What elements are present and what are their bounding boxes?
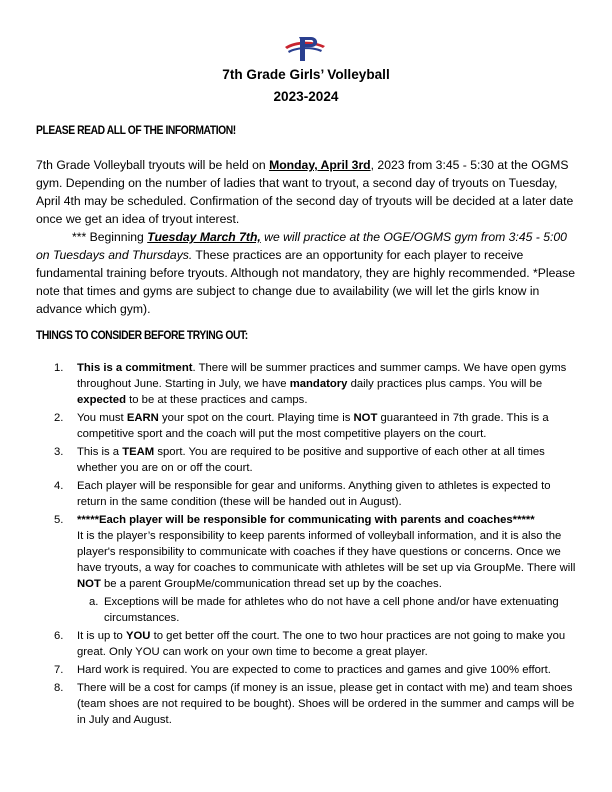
bold-text: YOU: [125, 630, 151, 642]
sub-list-item: [36, 594, 576, 626]
consider-heading: THINGS TO CONSIDER BEFORE TRYING OUT:: [36, 328, 248, 342]
bold-text: expected: [77, 394, 126, 406]
list-item: [36, 512, 576, 592]
paragraph-text: These practices are an opportunity for each player to receive fundamental training before tryouts. Although not mandatory, they are highly recommended. *Please note that times and gyms are subject to change due to availability (we will let the girls know in advance which gym).: [36, 248, 576, 316]
paragraph-text: 7th Grade Volleyball tryouts will be held on: [36, 158, 270, 172]
list-number: 3.: [54, 446, 64, 458]
item-text: It is up to: [77, 630, 126, 642]
item-text: Hard work is required. You are expected to come to practices and games and give 100% effort.: [77, 664, 551, 676]
list-item: [36, 478, 576, 510]
bold-text: mandatory: [289, 378, 348, 390]
page-subtitle-year: 2023-2024: [273, 89, 339, 104]
item-text: There will be a cost for camps (if money is an issue, please get in contact with me) and team shoes (team shoes are not required to be bought). Shoes will be ordered in the summer and camps will be in July and August.: [77, 682, 575, 726]
list-item: [36, 360, 576, 408]
bold-text: NOT: [353, 412, 378, 424]
bold-text: EARN: [126, 412, 159, 424]
practice-italic-text: we will practice at the OGE/OGMS gym from 3:45 - 5:00 on Tuesdays and Thursdays.: [36, 230, 567, 262]
list-item: [36, 680, 576, 728]
item-text: Exceptions will be made for athletes who do not have a cell phone and/or have extenuating circumstances.: [104, 596, 559, 624]
list-item: [36, 662, 576, 678]
bold-text: NOT: [77, 578, 101, 590]
list-number: 4.: [54, 480, 64, 492]
list-item: [36, 628, 576, 660]
tryout-date: Monday, April 3rd: [269, 158, 371, 172]
item-text: your spot on the court. Playing time is: [158, 412, 354, 424]
practice-date: Tuesday March 7th,: [147, 230, 261, 244]
item-text: daily practices plus camps. You will be: [347, 378, 543, 390]
list-item: [36, 444, 576, 476]
list-number: 2.: [54, 412, 64, 424]
item-text: Each player will be responsible for gear and uniforms. Anything given to athletes is expected to return in the same condition (these will be handed out in August).: [77, 480, 551, 508]
paragraph-text: *** Beginning: [72, 230, 148, 244]
item-text: be a parent GroupMe/communication thread set up by the coaches.: [100, 578, 442, 590]
list-number: 7.: [54, 664, 64, 676]
bold-text: *****Each player will be responsible for communicating with parents and coaches*****: [77, 514, 535, 526]
item-text: This is a: [77, 446, 123, 458]
page-title: 7th Grade Girls’ Volleyball: [222, 67, 390, 82]
item-text: It is the player’s responsibility to keep parents informed of volleyball information, and it is also the player's responsibility to communicate with coaches if they have questions or concerns. Once we have tryouts, a way for coaches to communicate with athletes will be set up via GroupMe. There will: [77, 530, 576, 574]
letter-p-logo-icon: [283, 34, 327, 64]
item-text: . There will be summer practices and summer camps. We have open gyms throughout June. Starting in July, we have: [77, 362, 567, 390]
list-item: [36, 410, 576, 442]
notice-heading: PLEASE READ ALL OF THE INFORMATION!: [36, 123, 236, 137]
item-text: to be at these practices and camps.: [125, 394, 308, 406]
practice-paragraph: [36, 228, 576, 318]
item-text: guaranteed in 7th grade. This is a competitive sport and the coach will put the most competitive players on the court.: [77, 412, 549, 440]
bold-text: This is a commitment: [77, 362, 193, 374]
item-text: You must: [77, 412, 127, 424]
item-text: sport. You are required to be positive and supportive of each other at all times whether you are on or off the court.: [77, 446, 545, 474]
paragraph-text: , 2023 from 3:45 - 5:30 at the OGMS gym. Depending on the number of ladies that want to tryout, a second day of tryouts on Tuesday, April 4th may be scheduled. Confirmation of the second day of tryouts will be decided at a later date once we get an idea of tryout interest.: [36, 158, 574, 226]
list-number: 8.: [54, 682, 64, 694]
bold-text: TEAM: [122, 446, 155, 458]
considerations-list: [36, 360, 576, 730]
list-number: 5.: [54, 514, 64, 526]
sub-list-letter: a.: [89, 596, 99, 608]
list-number: 6.: [54, 630, 64, 642]
item-text: to get better off the court. The one to two hour practices are not going to make you great. Only YOU can work on your own time to become a great player.: [77, 630, 566, 658]
list-number: 1.: [54, 362, 64, 374]
tryout-paragraph: [36, 156, 576, 228]
